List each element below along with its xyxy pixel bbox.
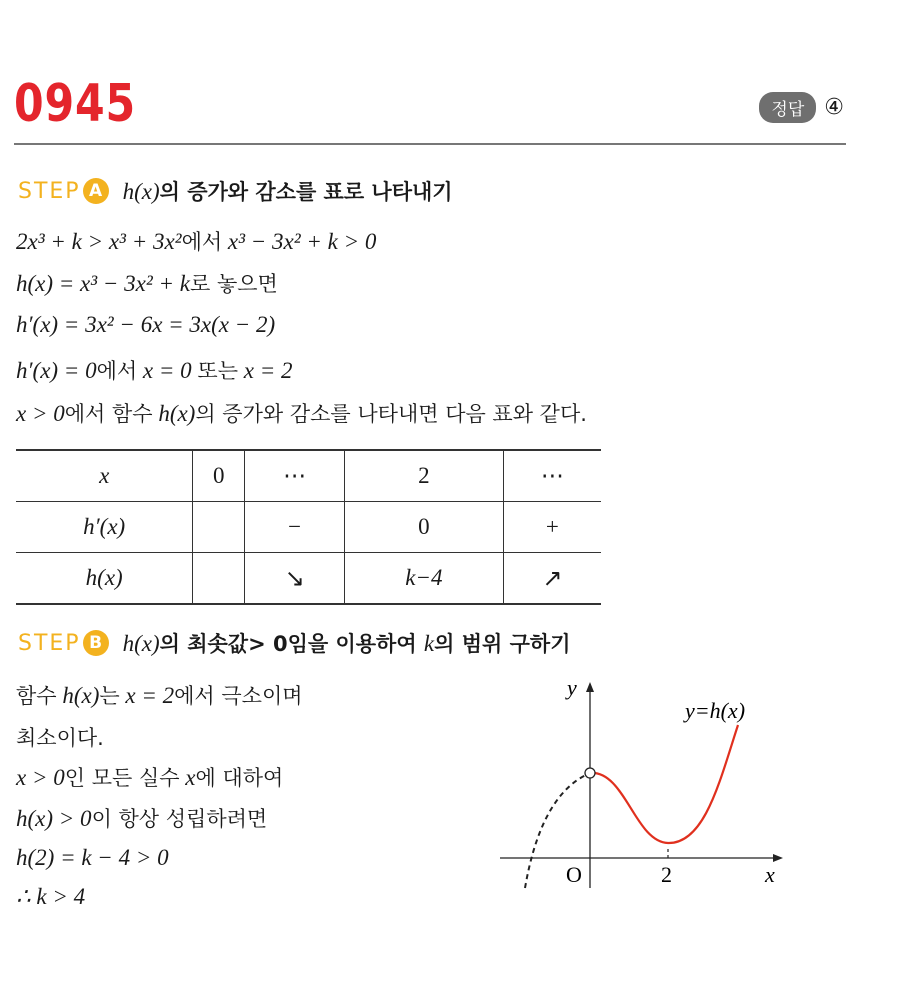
origin-label: O [566,862,582,887]
step-label: STEP [18,178,81,204]
step-badge-a: A [83,178,109,204]
red-curve [590,725,738,843]
increase-arrow: ↗ [503,553,601,605]
table-cell [193,502,245,553]
decrease-arrow: ↘ [245,553,345,605]
step-a-heading: h(x)의 증가와 감소를 표로 나타내기 [122,179,453,204]
table-cell: ⋯ [503,450,601,502]
curve-label: y=h(x) [685,698,746,723]
table-cell: ⋯ [245,450,345,502]
step-a-line-2: h(x) = x³ − 3x² + k로 놓으면 [16,271,278,296]
table-cell: h′(x) [16,502,193,553]
step-b-line-2: 최소이다. [16,726,104,750]
table-row [16,553,601,605]
table-cell: 0 [344,502,503,553]
answer-value: ④ [824,95,844,120]
step-b-line-1: 함수 h(x)는 x = 2에서 극소이며 [16,683,303,708]
step-a-line-1: 2x³ + k > x³ + 3x²에서 x³ − 3x² + k > 0 [16,229,377,254]
x-axis-arrow-icon [773,854,783,862]
x-axis-label: x [765,862,775,887]
step-a-title [18,176,453,206]
function-graph [495,670,795,900]
table-cell: − [245,502,345,553]
table-cell: k−4 [344,553,503,605]
step-b-title [18,628,570,658]
step-a-line-5: x > 0에서 함수 h(x)의 증가와 감소를 나타내면 다음 표와 같다. [16,401,587,426]
step-b-line-5: h(2) = k − 4 > 0 [16,845,169,870]
step-b-line-3: x > 0인 모든 실수 x에 대하여 [16,765,284,790]
table-cell: h(x) [16,553,193,605]
answer-badge: 정답 [759,92,816,123]
table-row [16,502,601,553]
step-a-line-4: h′(x) = 0에서 x = 0 또는 x = 2 [16,358,293,383]
table-row [16,450,601,502]
y-axis-arrow-icon [586,682,594,692]
table-cell: x [16,450,193,502]
table-cell: 0 [193,450,245,502]
problem-number: 0945 [14,74,136,134]
answer-area [759,92,844,123]
step-label: STEP [18,630,81,656]
step-b-heading: h(x)의 최솟값> 0임을 이용하여 k의 범위 구하기 [122,631,571,656]
header-divider [14,143,846,145]
table-cell [193,553,245,605]
y-axis-label: y [567,675,577,700]
variation-table [16,449,601,605]
step-a-line-3: h′(x) = 3x² − 6x = 3x(x − 2) [16,312,276,337]
open-point [585,768,595,778]
table-cell: 2 [344,450,503,502]
step-b-line-6: ∴ k > 4 [16,884,86,909]
step-b-line-4: h(x) > 0이 항상 성립하려면 [16,806,268,831]
x-tick-label: 2 [661,862,672,887]
step-badge-b: B [83,630,109,656]
table-cell: + [503,502,601,553]
